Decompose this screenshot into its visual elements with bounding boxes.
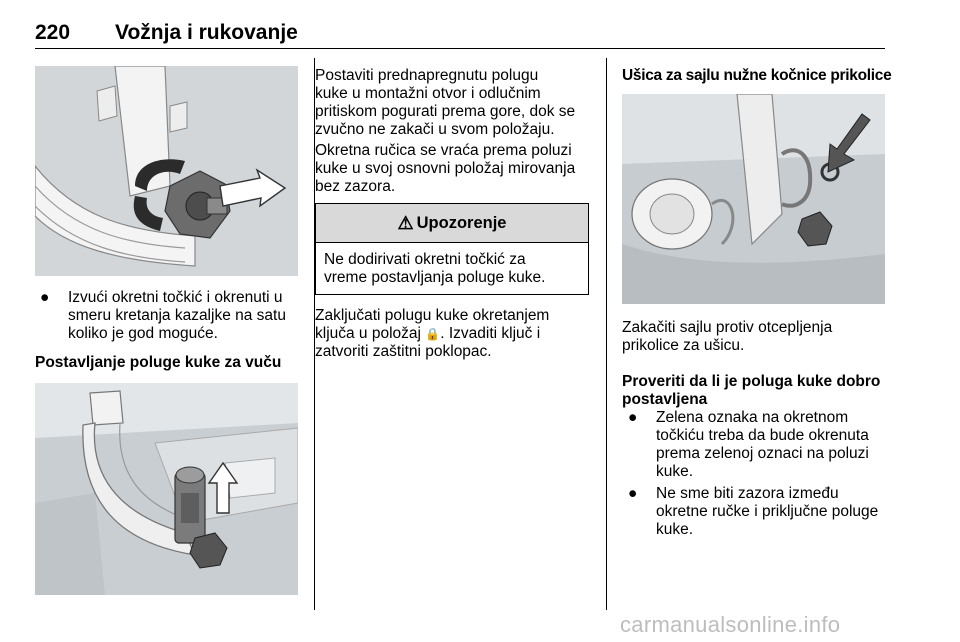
warning-triangle-icon: ⚠ bbox=[397, 212, 414, 233]
bullet-mark: ● bbox=[40, 289, 50, 306]
warning-title: Upozorenje bbox=[416, 213, 507, 232]
text-line: prikolice za ušicu. bbox=[622, 337, 745, 354]
bullet-text bbox=[68, 289, 286, 343]
figure-knob-illustration bbox=[35, 66, 298, 276]
text-line: Okretna ručica se vraća prema poluzi bbox=[315, 142, 572, 159]
bullet-line: prema zelenoj oznaci na poluzi bbox=[656, 445, 869, 462]
bullet-line: kuke. bbox=[656, 521, 694, 538]
warning-header bbox=[316, 204, 588, 243]
bullet-mark: ● bbox=[628, 485, 638, 502]
text-line bbox=[315, 325, 605, 343]
paragraph-install bbox=[315, 67, 605, 139]
lock-icon: 🔒 bbox=[425, 327, 441, 341]
warning-text bbox=[316, 243, 588, 287]
text-line: Proveriti da li je poluga kuke dobro bbox=[622, 373, 881, 390]
text-fragment: . Izvaditi ključ i bbox=[440, 325, 541, 342]
chapter-title: Vožnja i rukovanje bbox=[115, 21, 298, 44]
figure-eyelet bbox=[622, 94, 885, 304]
check-heading bbox=[622, 373, 892, 409]
bullet-line: Ne sme biti zazora između bbox=[656, 485, 839, 502]
text-line: postavljena bbox=[622, 391, 708, 408]
text-line: Ne dodirivati okretni točkić za bbox=[324, 251, 526, 268]
section-heading: Postavljanje poluge kuke za vuču bbox=[35, 354, 282, 371]
watermark: carmanualsonline.info bbox=[620, 612, 841, 637]
text-line: Postaviti prednapregnutu polugu bbox=[315, 67, 539, 84]
bullet-line: Izvući okretni točkić i okrenuti u bbox=[68, 289, 283, 306]
text-line: kuke u montažni otvor i odlučnim bbox=[315, 85, 541, 102]
text-line: pritiskom pogurati prema gore, dok se bbox=[315, 103, 576, 120]
paragraph-cable bbox=[622, 319, 892, 355]
text-line: zatvoriti zaštitni poklopac. bbox=[315, 343, 492, 360]
bullet-line: kuke. bbox=[656, 463, 694, 480]
page-number: 220 bbox=[35, 21, 71, 44]
text-line: bez zazora. bbox=[315, 178, 396, 195]
section-heading-eyelet: Ušica za sajlu nužne kočnice prikolice bbox=[622, 67, 892, 84]
bullet-text bbox=[656, 409, 869, 481]
text-line: zvučno ne zakači u svom položaju. bbox=[315, 121, 555, 138]
column-divider-2 bbox=[606, 58, 607, 610]
bullet-line: smeru kretanja kazaljke na satu bbox=[68, 307, 286, 324]
bullet-line: okretne ručke i priključne poluge bbox=[656, 503, 879, 520]
bullet-line: koliko je god moguće. bbox=[68, 325, 218, 342]
bullet-line: točkiću treba da bude okrenuta bbox=[656, 427, 869, 444]
paragraph-handle bbox=[315, 142, 605, 196]
text-line: vreme postavljanja poluge kuke. bbox=[324, 269, 546, 286]
bullet-line: Zelena oznaka na okretnom bbox=[656, 409, 849, 426]
figure-hook-insertion bbox=[35, 383, 298, 595]
bullet-mark: ● bbox=[628, 409, 638, 426]
bullet-item-no-gap bbox=[628, 485, 888, 541]
bullet-item-green-mark bbox=[628, 409, 888, 483]
warning-box bbox=[315, 203, 589, 295]
bullet-item-knob bbox=[40, 289, 300, 349]
text-line: Zakačiti sajlu protiv otcepljenja bbox=[622, 319, 833, 336]
text-fragment: ključa u položaj bbox=[315, 325, 426, 342]
bullet-text bbox=[656, 485, 878, 539]
text-line: Zaključati polugu kuke okretanjem bbox=[315, 307, 550, 324]
page-header bbox=[35, 18, 885, 49]
paragraph-lock bbox=[315, 307, 605, 361]
text-line: kuke u svoj osnovni položaj mirovanja bbox=[315, 160, 576, 177]
